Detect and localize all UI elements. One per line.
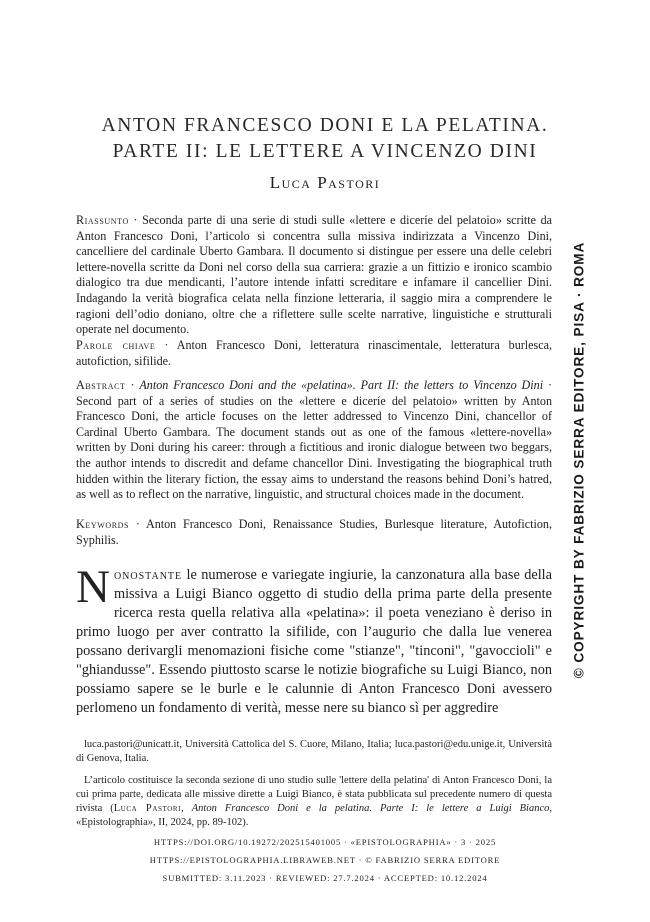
article-title — [60, 113, 590, 165]
footnotes — [76, 738, 552, 830]
keywords-label: Keywords — [76, 517, 130, 531]
article-note — [76, 774, 552, 830]
note-text-before: L’articolo costituisce la seconda sezione di uno studio sulle 'lettere della pelatina' di Anton Francesco Doni, la cui prima parte, dedicata alle missive dirette a Luigi Bianco, è stata pubblicata sul precedente numero di questa rivista ( — [76, 775, 552, 814]
abstract-title: Anton Francesco Doni and the «pelatina». Part II: the letters to Vincenzo Dini — [139, 378, 544, 392]
website-line: HTTPS://EPISTOLOGRAPHIA.LIBRAWEB.NET · © FABRIZIO SERRA EDITORE — [149, 855, 501, 865]
riassunto-label: Riassunto — [76, 213, 129, 227]
lead-in-small-caps: onostante — [113, 567, 183, 583]
riassunto-block — [76, 213, 552, 338]
riassunto-separator: · — [128, 213, 143, 227]
note-text-after: , «Epistolographia», II, 2024, pp. 89-102). — [76, 803, 553, 828]
note-author: Luca Pastori — [113, 803, 182, 814]
copyright-vertical-text: © COPYRIGHT BY FABRIZIO SERRA EDITORE, PISA · ROMA — [571, 241, 587, 679]
author-name: Luca Pastori — [269, 173, 381, 192]
abstract-label: Abstract — [76, 378, 126, 392]
doi-line: HTTPS://DOI.ORG/10.19272/202515401005 · «EPISTOLOGRAPHIA» · 3 · 2025 — [153, 837, 497, 847]
parole-chiave-label: Parole chiave — [76, 338, 156, 352]
keywords-block — [76, 517, 552, 548]
abstract-separator: · — [125, 378, 140, 392]
note-title: Anton Francesco Doni e la pelatina. Parte I: le lettere a Luigi Bianco — [191, 803, 550, 814]
parole-chiave-block — [76, 338, 552, 369]
publication-info — [60, 833, 590, 887]
body-paragraph — [76, 561, 552, 718]
note-comma: , — [181, 803, 192, 814]
dates-line: SUBMITTED: 3.11.2023 · REVIEWED: 27.7.2024 · ACCEPTED: 10.12.2024 — [162, 873, 488, 883]
title-line-2: PARTE II: LE LETTERE A VINCENZO DINI — [112, 141, 538, 162]
body-text: le numerose e variegate ingiurie, la canzonatura alla base della missiva a Luigi Bianco oggetto di studio della prima parte della presente ricerca resta quella relativa alla «pelatina»: il poeta veneziano è deriso in primo luogo per aver contratto la sifilide, con l’augurio che dalla lue venerea possano derivargli menomazioni fisiche come "stianze", "tinconi", "gavoccioli" e "ghiandusse". Essendo piuttosto scarse le notizie biografiche su Luigi Bianco, non possiamo sapere se le burle e le calunnie di Anton Francesco Doni avessero perlomeno un fondamento di verità, messe nere su bianco sì per aggredire — [76, 567, 552, 716]
abstract-text: · Second part of a series of studies on the «lettere e diceríe del pelatoio» written by Anton Francesco Doni, the article focuses on the letter addressed to Vincenzo Dini, chancellor of Cardinal Uberto Gambara. The document stands out as one of the famous «lettere-novella» written by Doni during his career: through a fictitious and ironic dialogue between two beggars, the author intends to discredit and defame chancellor Dini. Investigating the biographical truth hidden within the literary fiction, the essay aims to understand the reasons behind Doni’s hatred, as well as to reflect on the narrative, linguistic, and structural choices made in the document. — [76, 378, 553, 502]
parole-chiave-text: Anton Francesco Doni, letteratura rinascimentale, letteratura burlesca, autofiction, sifilide. — [76, 338, 552, 368]
abstract-block — [76, 378, 552, 503]
author-affiliation: luca.pastori@unicatt.it, Università Cattolica del S. Cuore, Milano, Italia; luca.pastori@edu.unige.it, Università di Genova, Italia. — [76, 739, 552, 764]
riassunto-text: Seconda parte di una serie di studi sulle «lettere e diceríe del pelatoio» scritte da Anton Francesco Doni, l’articolo si concentra sulla missiva indirizzata a Vincenzo Dini, cancelliere del cardinale Uberto Gambara. Il documento si distingue per essere una delle celebri lettere-novella scritte da Doni nel corso della sua carriera: grazie a un fittizio e ironico scambio dialogico tra due mendicanti, l’autore intende infatti screditare e infamare il cancellier Dini. Indagando la verità biografica celata nella finzione letteraria, il saggio mira a comprendere le ragioni dell’odio doniano, oltre che a riflettere sulle scelte narrative, linguistiche e strutturali operate nel documento. — [76, 213, 553, 337]
copyright-sidebar — [567, 220, 591, 700]
keywords-separator: · — [129, 517, 146, 531]
title-line-1: ANTON FRANCESCO DONI E LA PELATINA. — [101, 115, 549, 136]
parole-chiave-separator: · — [155, 338, 177, 352]
drop-cap: N — [76, 561, 110, 613]
keywords-text: Anton Francesco Doni, Renaissance Studies, Burlesque literature, Autofiction, Syphilis. — [76, 517, 552, 547]
